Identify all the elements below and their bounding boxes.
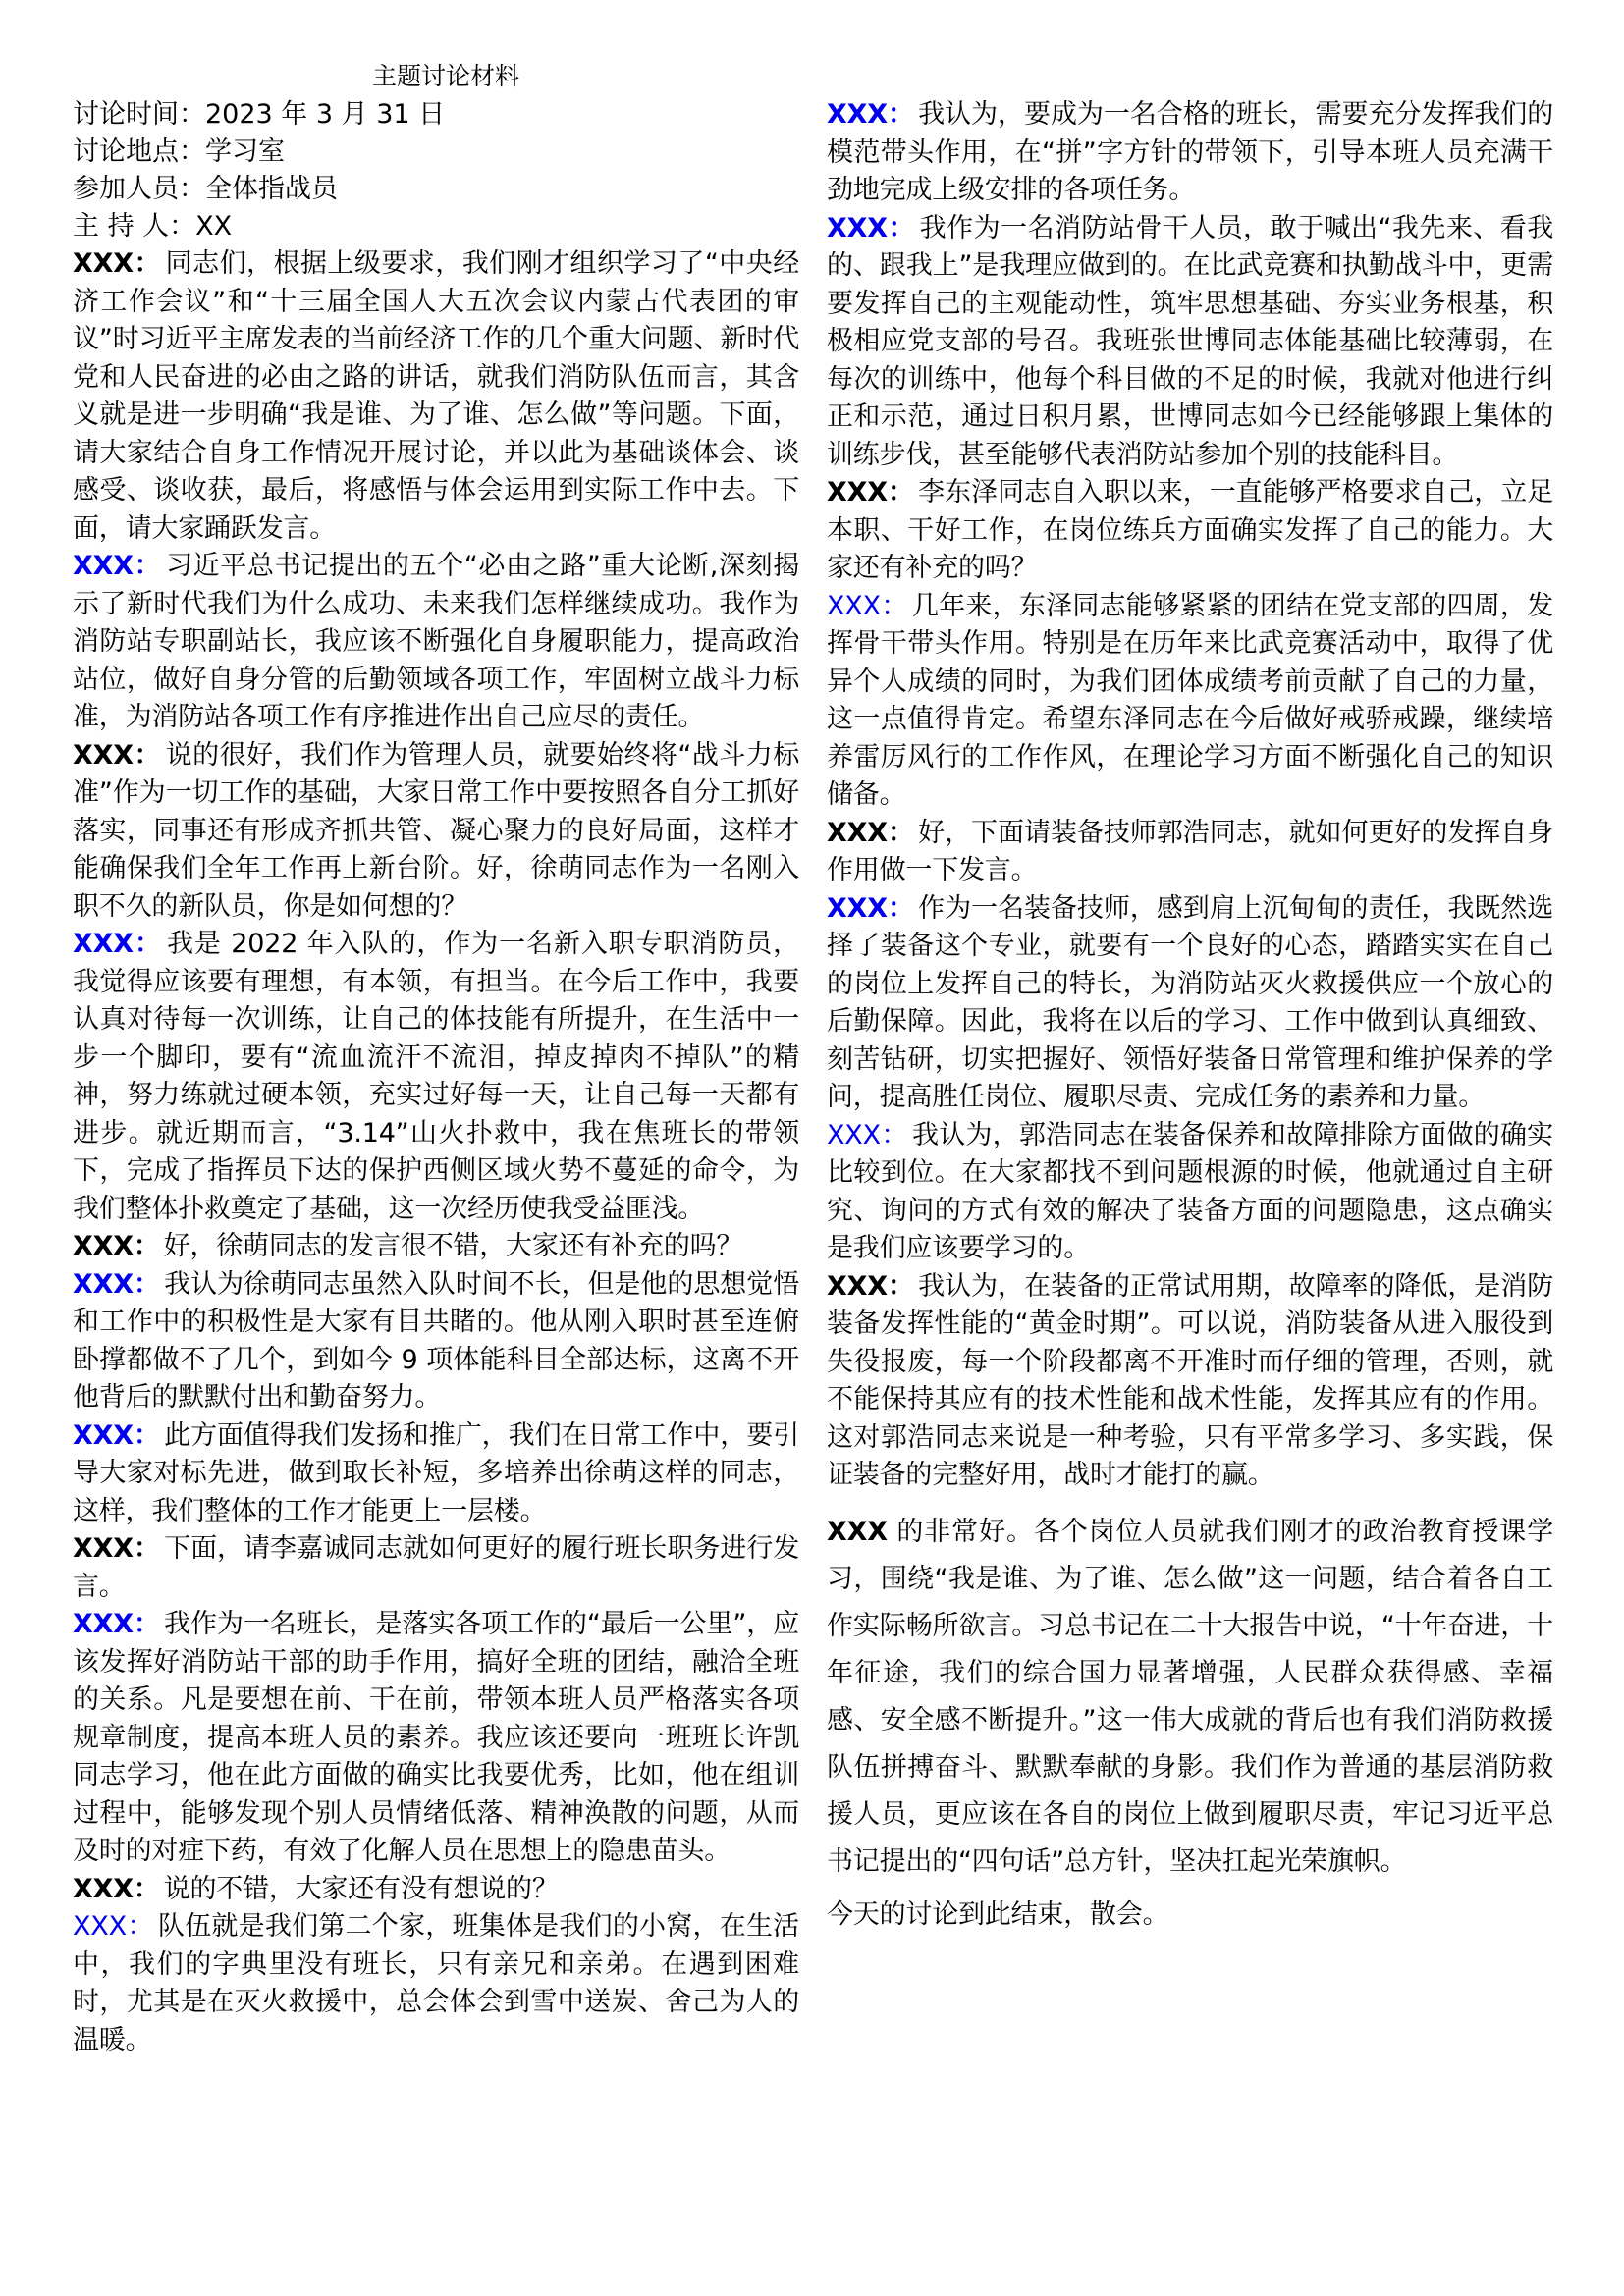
speaker-label: XXX： bbox=[73, 1231, 160, 1261]
meta-label: 参加人员： bbox=[73, 174, 205, 204]
speech-paragraph bbox=[73, 1606, 799, 1871]
speaker-label: XXX： bbox=[827, 99, 914, 130]
speaker-label: XXX： bbox=[73, 1873, 160, 1904]
speech-text: 说的很好，我们作为管理人员，就要始终将“战斗力标准”作为一切工作的基础，大家日常工作中要按照各自分工抓好落实，同事还有形成齐抓共管、凝心聚力的良好局面，这样才能确保我们全年工作再上新台阶。好，徐萌同志作为一名刚入职不久的新队员，你是如何想的？ bbox=[73, 739, 800, 922]
closing-paragraph bbox=[827, 1509, 1553, 1886]
speech-text: 李东泽同志自入职以来，一直能够严格要求自己，立足本职、干好工作，在岗位练兵方面确实发挥了自己的能力。大家还有补充的吗？ bbox=[827, 477, 1554, 583]
speaker-label: XXX： bbox=[73, 1419, 160, 1451]
speech-text: 习近平总书记提出的五个“必由之路”重大论断,深刻揭示了新时代我们为什么成功、未来我们怎样继续成功。我作为消防站专职副站长，我应该不断强化自身履职能力，提高政治站位，做好自身分管的后勤领域各项工作，牢固树立战斗力标准，为消防站各项工作有序推进作出自己应尽的责任。 bbox=[73, 551, 799, 732]
speech-text: 我认为徐萌同志虽然入队时间不长，但是他的思想觉悟和工作中的积极性是大家有目共睹的。他从刚入职时甚至连俯卧撑都做不了几个，到如今 9 项体能科目全部达标，这离不开他背后的默默付出和勤奋努力。 bbox=[73, 1268, 800, 1413]
speech-paragraph bbox=[73, 737, 799, 927]
meta-row-discussion-place bbox=[73, 133, 799, 171]
speech-paragraph bbox=[73, 1530, 799, 1606]
speaker-label: XXX： bbox=[73, 1268, 160, 1300]
meta-value: XX bbox=[195, 211, 233, 241]
speech-paragraph bbox=[827, 474, 1553, 588]
speaker-label: XXX： bbox=[73, 1609, 160, 1639]
speaker-label: XXX： bbox=[827, 1270, 914, 1302]
speech-text: 此方面值得我们发扬和推广，我们在日常工作中，要引导大家对标先进，做到取长补短，多培养出徐萌这样的同志，这样，我们整体的工作才能更上一层楼。 bbox=[73, 1419, 800, 1526]
two-column-body bbox=[73, 96, 1554, 2059]
speech-paragraph bbox=[73, 1908, 799, 2059]
speech-text: 好，下面请装备技师郭浩同志，就如何更好的发挥自身作用做一下发言。 bbox=[827, 817, 1554, 885]
meta-value: 学习室 bbox=[205, 136, 285, 167]
speaker-label: XXX bbox=[827, 1516, 888, 1547]
right-column bbox=[827, 96, 1553, 1945]
speech-paragraph bbox=[827, 890, 1553, 1117]
meta-row-participants bbox=[73, 171, 799, 208]
meta-row-host bbox=[73, 208, 799, 245]
speaker-label: XXX： bbox=[827, 590, 908, 621]
speech-paragraph bbox=[73, 1228, 799, 1266]
speech-text: 几年来，东泽同志能够紧紧的团结在党支部的四周，发挥骨干带头作用。特别是在历年来比武竞赛活动中，取得了优异个人成绩的同时，为我们团体成绩考前贡献了自己的力量，这一点值得肯定。希望东泽同志在今后做好戒骄戒躁，继续培养雷厉风行的工作作风，在理论学习方面不断强化自己的知识储备。 bbox=[827, 590, 1553, 810]
speech-text: 作为一名装备技师，感到肩上沉甸甸的责任，我既然选择了装备这个专业，就要有一个良好的心态，踏踏实实在自己的岗位上发挥自己的特长，为消防站灭火救援供应一个放心的后勤保障。因此，我将在以后的学习、工作中做到认真细致、刻苦钻研，切实把握好、领悟好装备日常管理和维护保养的学问，提高胜任岗位、履职尽责、完成任务的素养和力量。 bbox=[827, 892, 1554, 1112]
meta-label: 主 持 人： bbox=[73, 211, 196, 241]
speech-text: 说的不错，大家还有没有想说的？ bbox=[163, 1873, 559, 1904]
speech-paragraph bbox=[73, 926, 799, 1228]
speech-text: 下面，请李嘉诚同志就如何更好的履行班长职务进行发言。 bbox=[73, 1533, 800, 1602]
meta-value: 2023 年 3 月 31 日 bbox=[205, 99, 446, 130]
speech-paragraph bbox=[73, 548, 799, 737]
adjourn-paragraph bbox=[827, 1892, 1553, 1939]
speaker-label: XXX： bbox=[827, 817, 914, 848]
speech-text: 我认为，要成为一名合格的班长，需要充分发挥我们的模范带头作用，在“拼”字方针的带领下，引导本班人员充满干劲地完成上级安排的各项任务。 bbox=[827, 99, 1554, 205]
speech-text: 我作为一名消防站骨干人员，敢于喊出“我先来、看我的、跟我上”是我理应做到的。在比武竞赛和执勤战斗中，更需要发挥自己的主观能动性，筑牢思想基础、夯实业务根基，积极相应党支部的号召。我班张世博同志体能基础比较薄弱，在每次的训练中，他每个科目做的不足的时候，我就对他进行纠正和示范，通过日积月累，世博同志如今已经能够跟上集体的训练步伐，甚至能够代表消防站参加个别的技能科目。 bbox=[827, 212, 1554, 470]
speaker-label: XXX： bbox=[73, 739, 161, 771]
speaker-label: XXX： bbox=[827, 477, 914, 507]
speech-text: 我作为一名班长，是落实各项工作的“最后一公里”，应该发挥好消防站干部的助手作用，搞好全班的团结，融洽全班的关系。凡是要想在前、干在前，带领本班人员严格落实各项规章制度，提高本班人员的素养。我应该还要向一班班长许凯同志学习，他在此方面做的确实比我要优秀，比如，他在组训过程中，能够发现个别人员情绪低落、精神涣散的问题，从而及时的对症下药，有效了化解人员在思想上的隐患苗头。 bbox=[73, 1609, 799, 1866]
meta-block bbox=[73, 96, 799, 245]
speaker-label: XXX： bbox=[73, 1533, 160, 1564]
meta-label: 讨论地点： bbox=[73, 136, 205, 167]
speech-text: 好，徐萌同志的发言很不错，大家还有补充的吗？ bbox=[163, 1231, 743, 1261]
speaker-label: XXX： bbox=[73, 929, 162, 959]
speech-text: 队伍就是我们第二个家，班集体是我们的小窝，在生活中，我们的字典里没有班长，只有亲兄和亲弟。在遇到困难时，尤其是在灭火救援中，总会体会到雪中送炭、舍己为人的温暖。 bbox=[73, 1911, 799, 2056]
speech-text: 同志们，根据上级要求，我们刚才组织学习了“中央经济工作会议”和“十三届全国人大五次会议内蒙古代表团的审议”时习近平主席发表的当前经济工作的几个重大问题、新时代党和人民奋进的必由之路的讲话，就我们消防队伍而言，其含义就是进一步明确“我是谁、为了谁、怎么做”等问题。下面，请大家结合自身工作情况开展讨论，并以此为基础谈体会、谈感受、谈收获，最后，将感悟与体会运用到实际工作中去。下面，请大家踊跃发言。 bbox=[73, 248, 800, 544]
speech-paragraph bbox=[827, 1268, 1553, 1495]
speech-paragraph bbox=[827, 1117, 1553, 1268]
speaker-label: XXX： bbox=[827, 212, 915, 243]
meta-row-discussion-time bbox=[73, 96, 799, 133]
speech-paragraph bbox=[73, 1266, 799, 1417]
speech-text: 我认为，郭浩同志在装备保养和故障排除方面做的确实比较到位。在大家都找不到问题根源的时候，他就通过自主研究、询问的方式有效的解决了装备方面的问题隐患，这点确实是我们应该要学习的。 bbox=[827, 1119, 1553, 1263]
meta-label: 讨论时间： bbox=[73, 99, 205, 130]
left-column bbox=[73, 96, 799, 2059]
speech-paragraph bbox=[827, 96, 1553, 210]
speech-paragraph bbox=[827, 588, 1553, 815]
speaker-label: XXX： bbox=[73, 248, 161, 279]
page-title: 主题讨论材料 bbox=[371, 62, 519, 90]
speaker-label: XXX： bbox=[73, 551, 162, 581]
adjourn-text: 今天的讨论到此结束，散会。 bbox=[827, 1898, 1169, 1930]
speech-paragraph bbox=[827, 815, 1553, 890]
speech-text: 我认为，在装备的正常试用期，故障率的降低，是消防装备发挥性能的“黄金时期”。可以说，消防装备从进入服役到失役报废，每一个阶段都离不开准时而仔细的管理，否则，就不能保持其应有的技术性能和战术性能，发挥其应有的作用。这对郭浩同志来说是一种考验，只有平常多学习、多实践，保证装备的完整好用，战时才能打的赢。 bbox=[827, 1270, 1554, 1490]
speaker-label: XXX： bbox=[827, 1119, 908, 1150]
speech-paragraph bbox=[73, 1871, 799, 1909]
speech-paragraph bbox=[827, 210, 1553, 475]
speech-text: 我是 2022 年入队的，作为一名新入职专职消防员，我觉得应该要有理想，有本领，有担当。在今后工作中，我要认真对待每一次训练，让自己的体技能有所提升，在生活中一步一个脚印，要有“流血流汗不流泪，掉皮掉肉不掉队”的精神，努力练就过硬本领，充实过好每一天，让自己每一天都有进步。就近期而言，“3.14”山火扑救中，我在焦班长的带领下，完成了指挥员下达的保护西侧区域火势不蔓延的命令，为我们整体扑救奠定了基础，这一次经历使我受益匪浅。 bbox=[73, 929, 799, 1224]
speech-paragraph bbox=[73, 1417, 799, 1531]
speaker-label: XXX： bbox=[827, 892, 914, 924]
speaker-label: XXX： bbox=[73, 1911, 154, 1942]
closing-text: 的非常好。各个岗位人员就我们刚才的政治教育授课学习，围绕“我是谁、为了谁、怎么做”这一问题，结合着各自工作实际畅所欲言。习总书记在二十大报告中说，“十年奋进，十年征途，我们的综合国力显著增强，人民群众获得感、幸福感、安全感不断提升。”这一伟大成就的背后也有我们消防救援队伍拼搏奋斗、默默奉献的身影。我们作为普通的基层消防救援人员，更应该在各自的岗位上做到履职尽责，牢记习近平总书记提出的“四句话”总方针，坚决扛起光荣旗帜。 bbox=[827, 1516, 1553, 1877]
speech-paragraph bbox=[73, 245, 799, 548]
meta-value: 全体指战员 bbox=[205, 174, 338, 204]
